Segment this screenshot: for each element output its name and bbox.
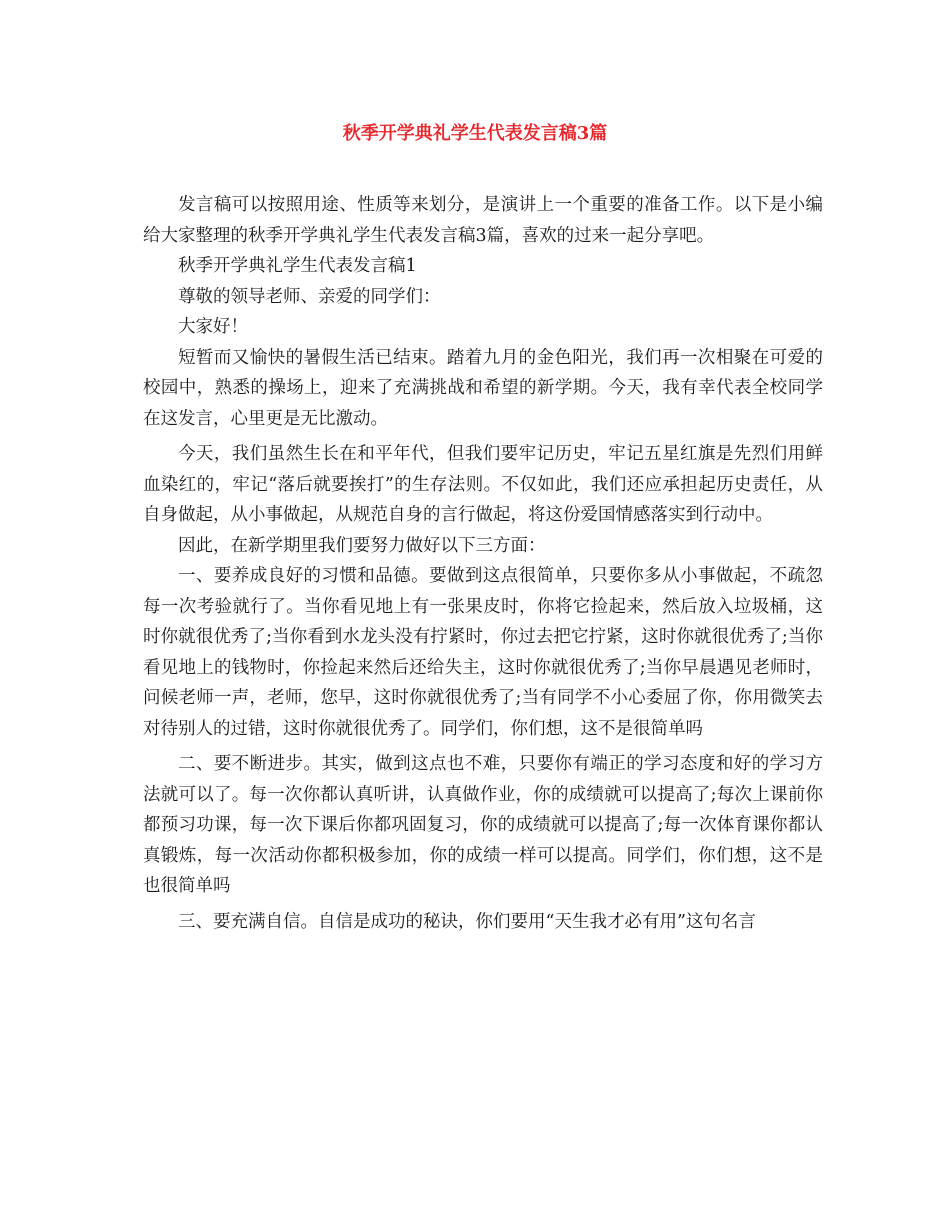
paragraph-greeting: 大家好！: [178, 317, 248, 337]
document-body: [143, 190, 823, 937]
paragraph-point-two: 二、要不断进步。其实，做到这点也不难，只要你有端正的学习态度和好的学习方法就可以了。每一次你都认真听讲，认真做作业，你的成绩就可以提高了;每次上课前你都预习功课，每一次下课后你都巩固复习，你的成绩就可以提高了;每一次体育课你都认真锻炼，每一次活动你都积极参加，你的成绩一样可以提高。同学们，你们想，这不是也很简单吗: [143, 754, 823, 896]
paragraph-history: 今天，我们虽然生长在和平年代，但我们要牢记历史，牢记五星红旗是先烈们用鲜血染红的，牢记“落后就要挨打”的生存法则。不仅如此，我们还应承担起历史责任，从自身做起，从小事做起，从规范自身的言行做起，将这份爱国情感落实到行动中。: [143, 444, 823, 525]
paragraph-intro: 发言稿可以按照用途、性质等来划分，是演讲上一个重要的准备工作。以下是小编给大家整理的秋季开学典礼学生代表发言稿3篇，喜欢的过来一起分享吧。: [143, 195, 823, 246]
paragraph-three-aspects: 因此，在新学期里我们要努力做好以下三方面：: [178, 535, 546, 556]
paragraph-point-one: 一、要养成良好的习惯和品德。要做到这点很简单，只要你多从小事做起，不疏忽每一次考验就行了。当你看见地上有一张果皮时，你将它捡起来，然后放入垃圾桶，这时你就很优秀了;当你看到水龙头没有拧紧时，你过去把它拧紧，这时你就很优秀了;当你看见地上的钱物时，你捡起来然后还给失主，这时你就很优秀了;当你早晨遇见老师时，问候老师一声，老师，您早，这时你就很优秀了;当有同学不小心委屈了你，你用微笑去对待别人的过错，这时你就很优秀了。同学们，你们想，这不是很简单吗: [143, 566, 823, 739]
paragraph-point-three: 三、要充满自信。自信是成功的秘诀，你们要用“天生我才必有用”这句名言: [178, 911, 756, 932]
section-heading-1: 秋季开学典礼学生代表发言稿1: [178, 256, 417, 276]
paragraph-salutation: 尊敬的领导老师、亲爱的同学们：: [178, 286, 441, 307]
paragraph-summer: 短暂而又愉快的暑假生活已结束。踏着九月的金色阳光，我们再一次相聚在可爱的校园中，熟悉的操场上，迎来了充满挑战和希望的新学期。今天，我有幸代表全校同学在这发言，心里更是无比激动。: [143, 347, 823, 429]
document-title: 秋季开学典礼学生代表发言稿3篇: [342, 123, 608, 144]
